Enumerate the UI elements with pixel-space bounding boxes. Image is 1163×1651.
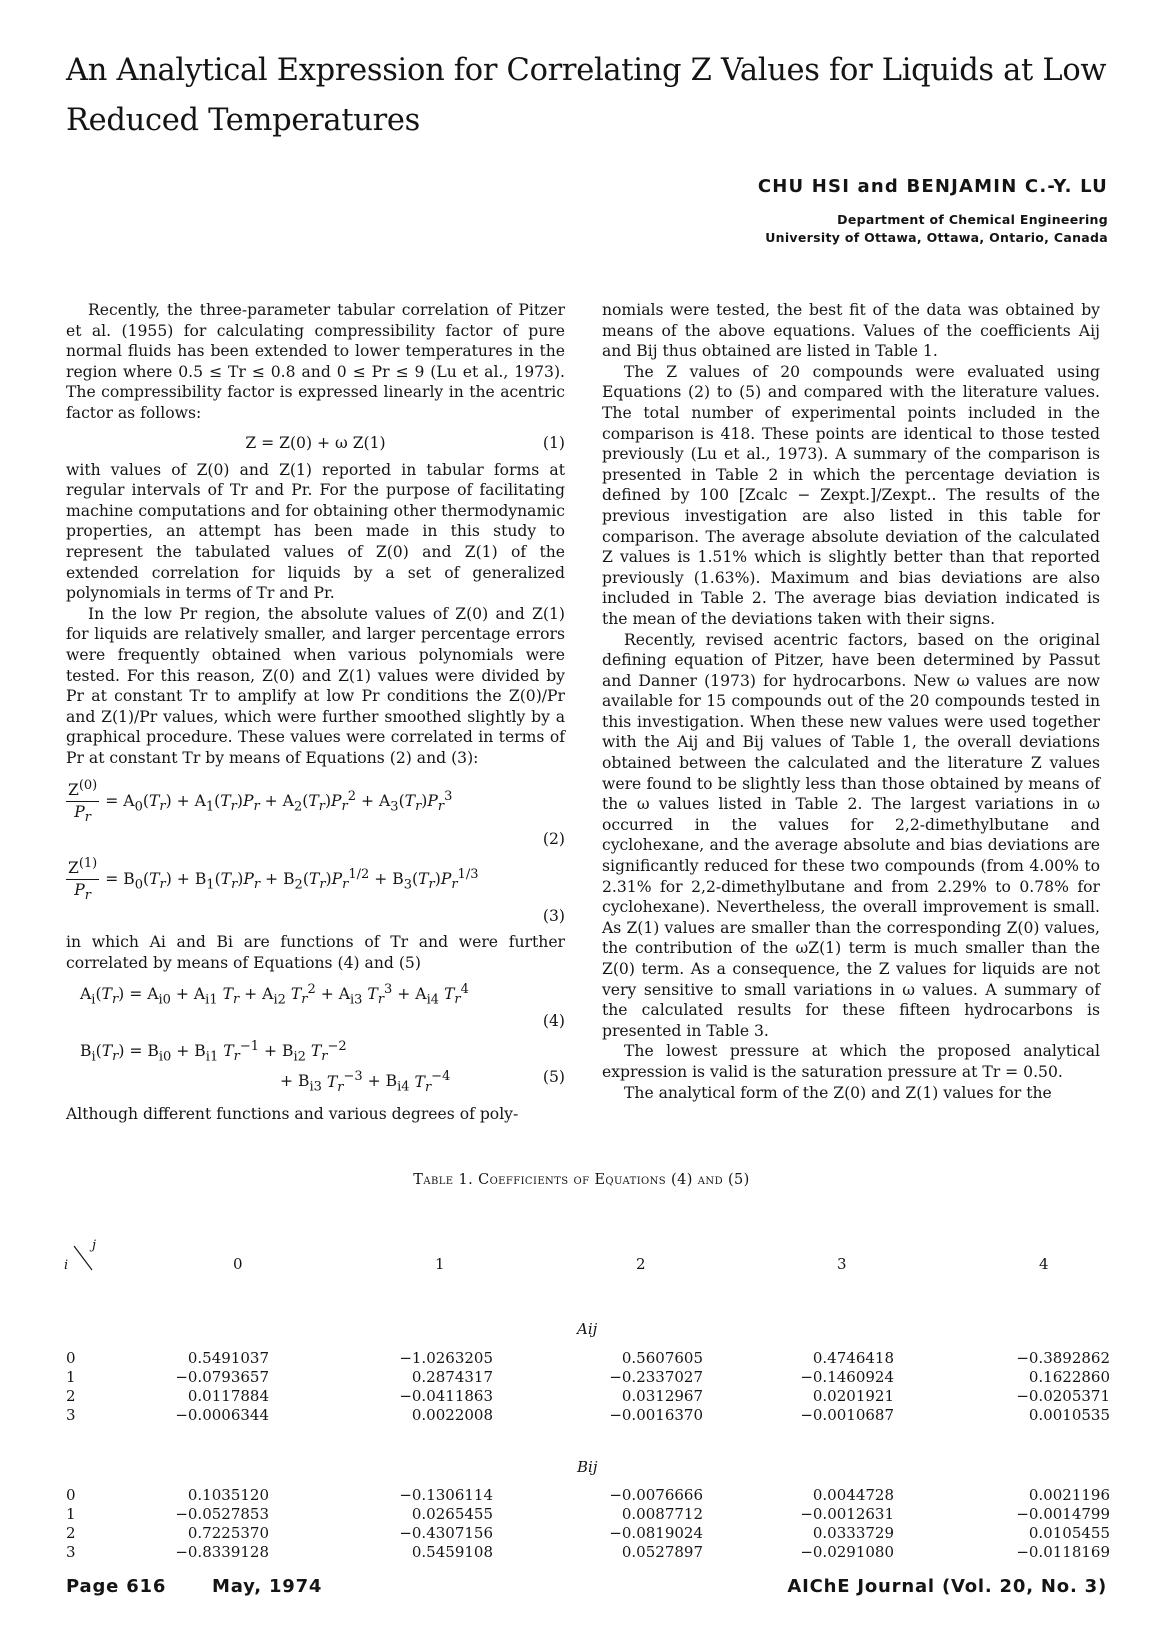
- table-cell: −0.0006344: [175, 1406, 269, 1424]
- table-row: [66, 1524, 1114, 1542]
- footer-page: Page 616: [66, 1576, 167, 1597]
- equation-3: $\frac{Z^{(1)}}{P_r}$ = $B_0(T_r) + B_1(T_r)P_r + B_2(T_r)P_r^{1/2} + B_3(T_r)P_r^{1/3}$ (3): [66, 854, 565, 928]
- table-cell: −0.0014799: [1016, 1505, 1110, 1523]
- table-cell: −0.0819024: [609, 1524, 703, 1542]
- author-block: [758, 176, 1108, 247]
- table-cell: 0.4746418: [812, 1349, 894, 1367]
- paragraph: with values of Z(0) and Z(1) reported in tabular forms at regular intervals of Tr and Pr. For the purpose of facilitating machine computations and for obtaining other thermodynamic properties, an attempt has been made in this study to represent the tabulated values of Z(0) and Z(1) of the extended correlation for liquids by a set of generalized polynomials in terms of Tr and Pr.: [66, 460, 565, 603]
- table-cell: 0.0117884: [187, 1387, 269, 1405]
- footer-journal: AIChE Journal (Vol. 20, No. 3): [787, 1576, 1107, 1597]
- table-cell: −0.1460924: [800, 1368, 894, 1386]
- row-index: 0: [66, 1486, 76, 1504]
- group-label-a: Aij: [577, 1320, 598, 1338]
- table-cell: −0.0411863: [399, 1387, 493, 1405]
- table-cell: −0.0291080: [800, 1543, 894, 1561]
- author-names: CHU HSI and BENJAMIN C.-Y. LU: [757, 176, 1108, 197]
- paragraph: The Z values of 20 compounds were evaluated using Equations (2) to (5) and compared with the literature values. The total number of experimental points included in the comparison is 418. These points are identical to those tested previously (Lu et al., 1973). A summary of the comparison is presented in Table 2 in which the percentage deviation is defined by 100 [Zcalc − Zexpt.]/Zexpt.. The results of the previous investigation are also listed in this table for comparison. The average absolute deviation of the calculated Z values is 1.51% which is slightly better than that reported previously (1.63%). Maximum and bias deviations are also included in Table 2. The average bias deviation indicated is the mean of the deviations taken with their signs.: [602, 362, 1100, 628]
- table-cell: 0.7225370: [187, 1524, 269, 1542]
- table-corner-header: [62, 1238, 102, 1278]
- row-index: 1: [66, 1368, 76, 1386]
- paragraph: Recently, revised acentric factors, based on the original defining equation of Pitzer, have been determined by Passut and Danner (1973) for hydrocarbons. New ω values are now available for 15 compounds out of the 20 compounds tested in this investigation. When these new values were used together with the Aij and Bij values of Table 1, the overall deviations obtained between the calculated and the literature Z values were found to be slightly less than those obtained by means of the ω values listed in Table 2. The largest variations in ω occurred in the values for 2,2-dimethylbutane and cyclohexane, and the average absolute and bias deviations are significantly reduced for these two compounds (from 4.00% to 2.31% for 2,2-dimethylbutane and from 2.29% to 0.78% for cyclohexane). Nevertheless, the overall improvement is small. As Z(1) values are smaller than the corresponding Z(0) values, the contribution of the ωZ(1) term is much smaller than the Z(0) term. As a consequence, the Z values for liquids are not very sensitive to small variations in ω values. A summary of the calculated results for these fifteen hydrocarbons is presented in Table 3.: [602, 630, 1100, 1040]
- table-row: [66, 1387, 1114, 1405]
- table-cell: −0.0010687: [800, 1406, 894, 1424]
- table-cell: −0.0205371: [1016, 1387, 1110, 1405]
- column-header-2: 2: [636, 1255, 646, 1273]
- affiliation: [758, 211, 1108, 247]
- table-cell: 0.1622860: [1028, 1368, 1110, 1386]
- table-cell: 0.0312967: [621, 1387, 703, 1405]
- row-index: 0: [66, 1349, 76, 1367]
- corner-i-label: i: [64, 1258, 69, 1273]
- table-cell: 0.0201921: [812, 1387, 894, 1405]
- equation-4: $A_i(T_r) = A_{i0} + A_{i1}$ $T_r + A_{i2}$ $T_r^2 + A_{i3}$ $T_r^3 + A_{i4}$ $T_r^4$ (4): [66, 980, 565, 1033]
- paragraph: The analytical form of the Z(0) and Z(1) values for the: [624, 1083, 1052, 1102]
- affiliation-department: Department of Chemical Engineering: [837, 212, 1108, 227]
- column-header-3: 3: [837, 1255, 847, 1273]
- row-index: 3: [66, 1543, 76, 1561]
- table-cell: 0.0022008: [411, 1406, 493, 1424]
- paragraph: The lowest pressure at which the proposed analytical expression is valid is the saturation pressure at Tr = 0.50.: [602, 1042, 1100, 1081]
- equation-1-body: Z = Z(0) + ω Z(1): [245, 433, 386, 452]
- table-cell: 0.2874317: [411, 1368, 493, 1386]
- table-cell: 0.5491037: [187, 1349, 269, 1367]
- table-cell: −0.0076666: [609, 1486, 703, 1504]
- equation-2: $\frac{Z^{(0)}}{P_r}$ = $A_0(T_r) + A_1(T_r)P_r + A_2(T_r)P_r^2 + A_3(T_r)P_r^3$ (2): [66, 776, 565, 850]
- left-column: [66, 300, 565, 1125]
- affiliation-university: University of Ottawa, Ottawa, Ontario, Canada: [765, 230, 1108, 245]
- equation-number: (1): [542, 433, 565, 452]
- table-cell: −1.0263205: [399, 1349, 493, 1367]
- column-header-4: 4: [1039, 1255, 1049, 1273]
- equation-number: (4): [542, 1011, 565, 1030]
- table-cell: −0.8339128: [175, 1543, 269, 1561]
- paragraph: Recently, the three-parameter tabular correlation of Pitzer et al. (1955) for calculating compressibility factor of pure normal fluids has been extended to lower temperatures in the region where 0.5 ≤ Tr ≤ 0.8 and 0 ≤ Pr ≤ 9 (Lu et al., 1973). The compressibility factor is expressed linearly in the acentric factor as follows:: [66, 301, 565, 422]
- equation-number: (5): [542, 1068, 565, 1087]
- equation-number: (2): [542, 829, 565, 848]
- row-index: 1: [66, 1505, 76, 1523]
- equation-5: $B_i(T_r) = B_{i0} + B_{i1}$ $T_r^{-1} + B_{i2}$ $T_r^{-2}$ + $B_{i3}$ $T_r^{-3} + B_{i4}$ $T_r^{-4}$ (5): [80, 1038, 565, 1095]
- table-cell: −0.0793657: [175, 1368, 269, 1386]
- table-cell: 0.0105455: [1028, 1524, 1110, 1542]
- table-caption: Table 1. Coefficients of Equations (4) and (5): [413, 1172, 750, 1188]
- column-header-1: 1: [435, 1255, 445, 1273]
- row-index: 2: [66, 1524, 76, 1542]
- table-cell: 0.0265455: [411, 1505, 493, 1523]
- table-cell: −0.0527853: [175, 1505, 269, 1523]
- table-cell: −0.1306114: [399, 1486, 493, 1504]
- table-cell: −0.2337027: [609, 1368, 703, 1386]
- table-cell: 0.0087712: [621, 1505, 703, 1523]
- table-cell: 0.0527897: [621, 1543, 703, 1561]
- table-cell: −0.0012631: [800, 1505, 894, 1523]
- row-index: 2: [66, 1387, 76, 1405]
- column-header-0: 0: [233, 1255, 243, 1273]
- group-label-b: Bij: [577, 1458, 598, 1476]
- table-cell: 0.0333729: [812, 1524, 894, 1542]
- paragraph: Although different functions and various degrees of poly-: [66, 1105, 519, 1124]
- equation-1: [66, 427, 565, 457]
- table-cell: −0.3892862: [1016, 1349, 1110, 1367]
- corner-j-label: j: [92, 1238, 97, 1253]
- paragraph: in which Ai and Bi are functions of Tr and were further correlated by means of Equations (4) and (5): [66, 933, 565, 973]
- table-cell: −0.4307156: [399, 1524, 493, 1542]
- table-cell: 0.5459108: [411, 1543, 493, 1561]
- paragraph: nomials were tested, the best fit of the data was obtained by means of the above equations. Values of the coefficients Aij and Bij thus obtained are listed in Table 1.: [602, 301, 1100, 361]
- table-row: [66, 1486, 1114, 1504]
- footer-date: May, 1974: [212, 1576, 323, 1597]
- table-cell: 0.0010535: [1028, 1406, 1110, 1424]
- paper-title: An Analytical Expression for Correlating Z Values for Liquids at Low Reduced Temperatures: [66, 53, 1107, 138]
- equation-number: (3): [542, 907, 565, 926]
- table-cell: −0.0118169: [1016, 1543, 1110, 1561]
- paragraph: In the low Pr region, the absolute values of Z(0) and Z(1) for liquids are relatively smaller, and larger percentage errors were frequently obtained when various polynomials were tested. For this reason, Z(0) and Z(1) values were divided by Pr at constant Tr to amplify at low Pr conditions the Z(0)/Pr and Z(1)/Pr values, which were further smoothed slightly by a graphical procedure. These values were correlated in terms of Pr at constant Tr by means of Equations (2) and (3):: [66, 604, 565, 767]
- table-row: [66, 1368, 1114, 1386]
- table-cell: 0.0044728: [812, 1486, 894, 1504]
- table-row: [66, 1406, 1114, 1424]
- table-row: [66, 1349, 1114, 1367]
- row-index: 3: [66, 1406, 76, 1424]
- right-column: [602, 300, 1100, 1103]
- table-cell: 0.1035120: [187, 1486, 269, 1504]
- table-row: [66, 1505, 1114, 1523]
- table-row: [66, 1543, 1114, 1561]
- table-cell: 0.5607605: [621, 1349, 703, 1367]
- table-cell: −0.0016370: [609, 1406, 703, 1424]
- table-cell: 0.0021196: [1028, 1486, 1110, 1504]
